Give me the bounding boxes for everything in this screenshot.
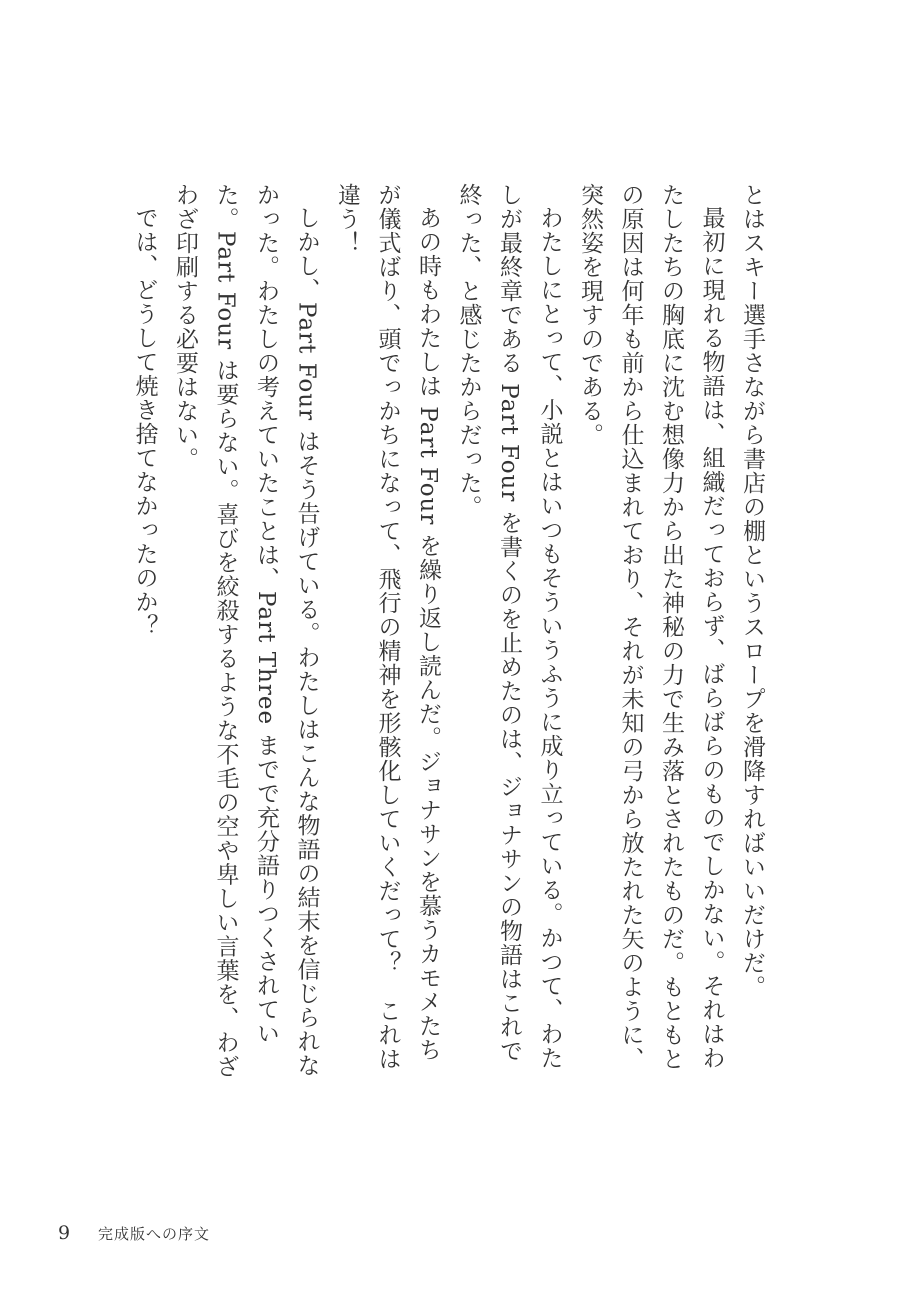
- body-text: [124, 183, 772, 1083]
- paragraph: しかし、Part Four はそう告げている。わたしはこんな物語の結末を信じられなかった。わたしの考えていたことは、Part Three までで充分語りつくされていた。Part Four は要らない。喜びを絞殺するような不毛の空や卑しい言葉を、わざわざ印刷する必要はない。: [172, 183, 320, 1079]
- paragraph: あの時もわたしは Part Four を繰り返し読んだ。ジョナサンを慕うカモメたちが儀式ばり、頭でっかちになって、飛行の精神を形骸化していくだって？ これは違う！: [334, 183, 441, 1071]
- paragraph: とはスキー選手さながら書店の棚というスロープを滑降すればいいだけだ。: [739, 183, 765, 999]
- paragraph: では、どうして焼き捨てなかったのか？: [131, 206, 158, 638]
- page-number: 9: [58, 1222, 71, 1244]
- paragraph: わたしにとって、小説とはいつもそういうふうに成り立っている。かつて、わたしが最終章である Part Four を書くのを止めたのは、ジョナサンの物語はこれで終った、と感じたからだった。: [455, 183, 563, 1070]
- running-title: 完成版への序文: [98, 1225, 211, 1243]
- paragraph: 最初に現れる物語は、組織だっておらず、ばらばらのものでしかない。それはわたしたちの胸底に沈む想像力から出た神秘の力で生み落とされたものだ。もともとの原因は何年も前から仕込まれており、それが未知の弓から放たれた矢のように、突然姿を現すのである。: [577, 183, 725, 1071]
- page-footer: [58, 1222, 210, 1244]
